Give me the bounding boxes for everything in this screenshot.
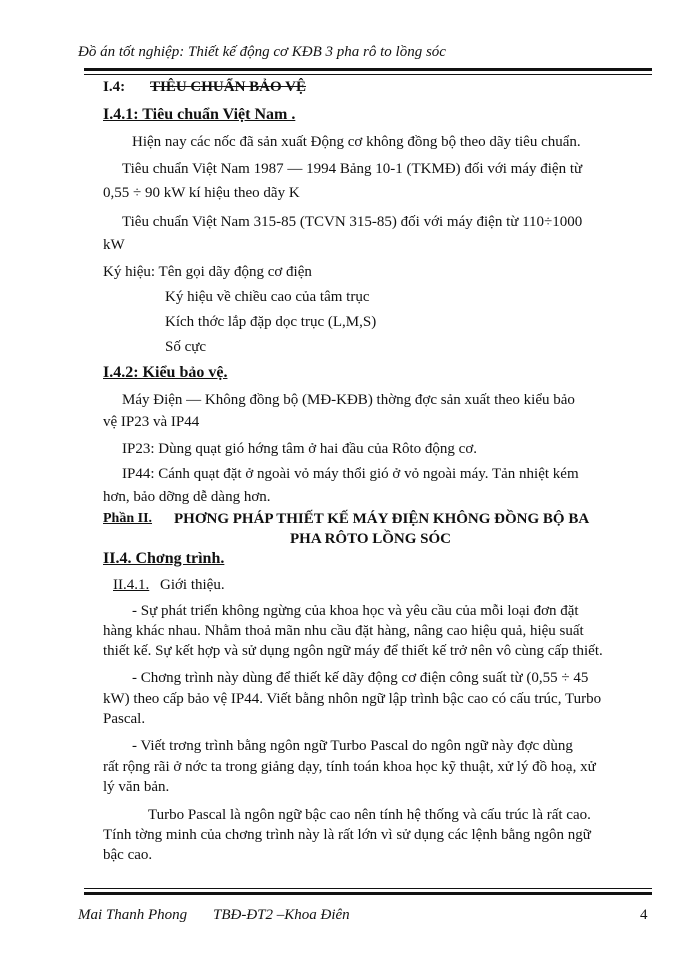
paragraph-line: rất rộng rãi ở nớc ta trong giảng dạy, tính toán khoa học kỹ thuật, xử lý đồ hoạ, xử — [103, 759, 596, 775]
part-label: Phần II. — [103, 511, 153, 526]
subsection-title-intro: Giới thiệu. — [160, 577, 225, 593]
subsection-title-protection: I.4.2: Kiểu bảo vệ. — [103, 364, 228, 381]
paragraph-line: - Viết trơng trình bằng ngôn ngữ Turbo Pascal do ngôn ngữ này đợc dùng — [132, 738, 573, 754]
paragraph-line: - Chơng trình này dùng để thiết kế dãy động cơ điện công suất từ (0,55 ÷ 45 — [132, 670, 589, 686]
section-number: I.4: — [103, 79, 126, 95]
symbol-label: Ký hiệu: Tên gọi dãy động cơ điện — [103, 264, 312, 280]
paragraph-line: Pascal. — [103, 711, 146, 727]
paragraph-line: Tiêu chuẩn Việt Nam 315-85 (TCVN 315-85) đối với máy điện từ 110÷1000 — [122, 214, 583, 230]
section-title-program: II.4. Chơng trình. — [103, 550, 225, 567]
paragraph-line: hàng khác nhau. Nhằm thoả mãn nhu cầu đặt hàng, nâng cao hiệu quả, hiệu suất — [103, 623, 584, 639]
header-rule-thin — [84, 74, 652, 75]
symbol-item: Kích thớc lắp đặp dọc trục (L,M,S) — [165, 314, 377, 330]
paragraph-line: Hiện nay các nốc đã sản xuất Động cơ không đồng bộ theo dãy tiêu chuẩn. — [132, 134, 581, 150]
subsection-number — [113, 576, 149, 594]
paragraph-line: hơn, bảo dỡng dễ dàng hơn. — [103, 489, 271, 505]
subsection-number-text: II.4.1. — [113, 577, 150, 593]
paragraph-line: kW) theo cấp bảo vệ IP44. Viết bằng nhôn ngữ lập trình bậc cao có cấu trúc, Turbo — [103, 691, 602, 707]
paragraph-line: - Sự phát triển không ngừng của khoa học và yêu cầu của mỗi loại đơn đặt — [132, 603, 579, 619]
paragraph-line: bậc cao. — [103, 847, 153, 863]
paragraph-line: vệ IP23 và IP44 — [103, 414, 200, 430]
header-rule-thick — [84, 68, 652, 71]
paragraph-line: Máy Điện — Không đồng bộ (MĐ-KĐB) thờng đợc sản xuất theo kiểu bảo — [122, 392, 575, 408]
paragraph-line: IP44: Cánh quạt đặt ở ngoài vỏ máy thổi gió ở vỏ ngoài máy. Tản nhiệt kém — [122, 466, 579, 482]
part-title-line: PHA RÔTO LỒNG SÓC — [290, 531, 452, 547]
paragraph-line: IP23: Dùng quạt gió hớng tâm ở hai đầu của Rôto động cơ. — [122, 441, 477, 457]
paragraph-line: 0,55 ÷ 90 kW kí hiệu theo dãy K — [103, 185, 300, 201]
paragraph-line: kW — [103, 237, 125, 253]
section-title: TIÊU CHUẨN BẢO VỆ — [150, 79, 306, 95]
footer-rule-thick — [84, 892, 652, 895]
running-header: Đồ án tốt nghiệp: Thiết kế động cơ KĐB 3 pha rô to lồng sóc — [78, 44, 446, 60]
footer-author: Mai Thanh Phong — [78, 907, 188, 923]
paragraph-line: Tiêu chuẩn Việt Nam 1987 — 1994 Bảng 10-1 (TKMĐ) đối với máy điện từ — [122, 161, 583, 177]
symbol-item: Số cực — [165, 339, 207, 355]
paragraph-line: Turbo Pascal là ngôn ngữ bậc cao nên tính hệ thống và cấu trúc là rất cao. — [148, 807, 591, 823]
paragraph-line: Tính tờng minh của chơng trình này là rất lớn vì sử dụng các lệnh bằng ngôn ngữ — [103, 827, 591, 843]
subsection-title-vn-standard: I.4.1: Tiêu chuẩn Việt Nam . — [103, 106, 296, 123]
page-number: 4 — [640, 907, 648, 923]
footer-class: TBĐ-ĐT2 –Khoa Điên — [213, 907, 350, 923]
footer-rule-thin — [84, 888, 652, 889]
part-title-line: PHƠNG PHÁP THIẾT KẾ MÁY ĐIỆN KHÔNG ĐỒNG BỘ BA — [174, 511, 590, 527]
paragraph-line: thiết kế. Sự kết hợp và sử dụng ngôn ngữ máy để thiết kế trở nên vô cùng cấp thiết. — [103, 643, 603, 659]
paragraph-line: lý văn bản. — [103, 779, 170, 795]
symbol-item: Ký hiệu về chiều cao của tâm trục — [165, 289, 370, 305]
